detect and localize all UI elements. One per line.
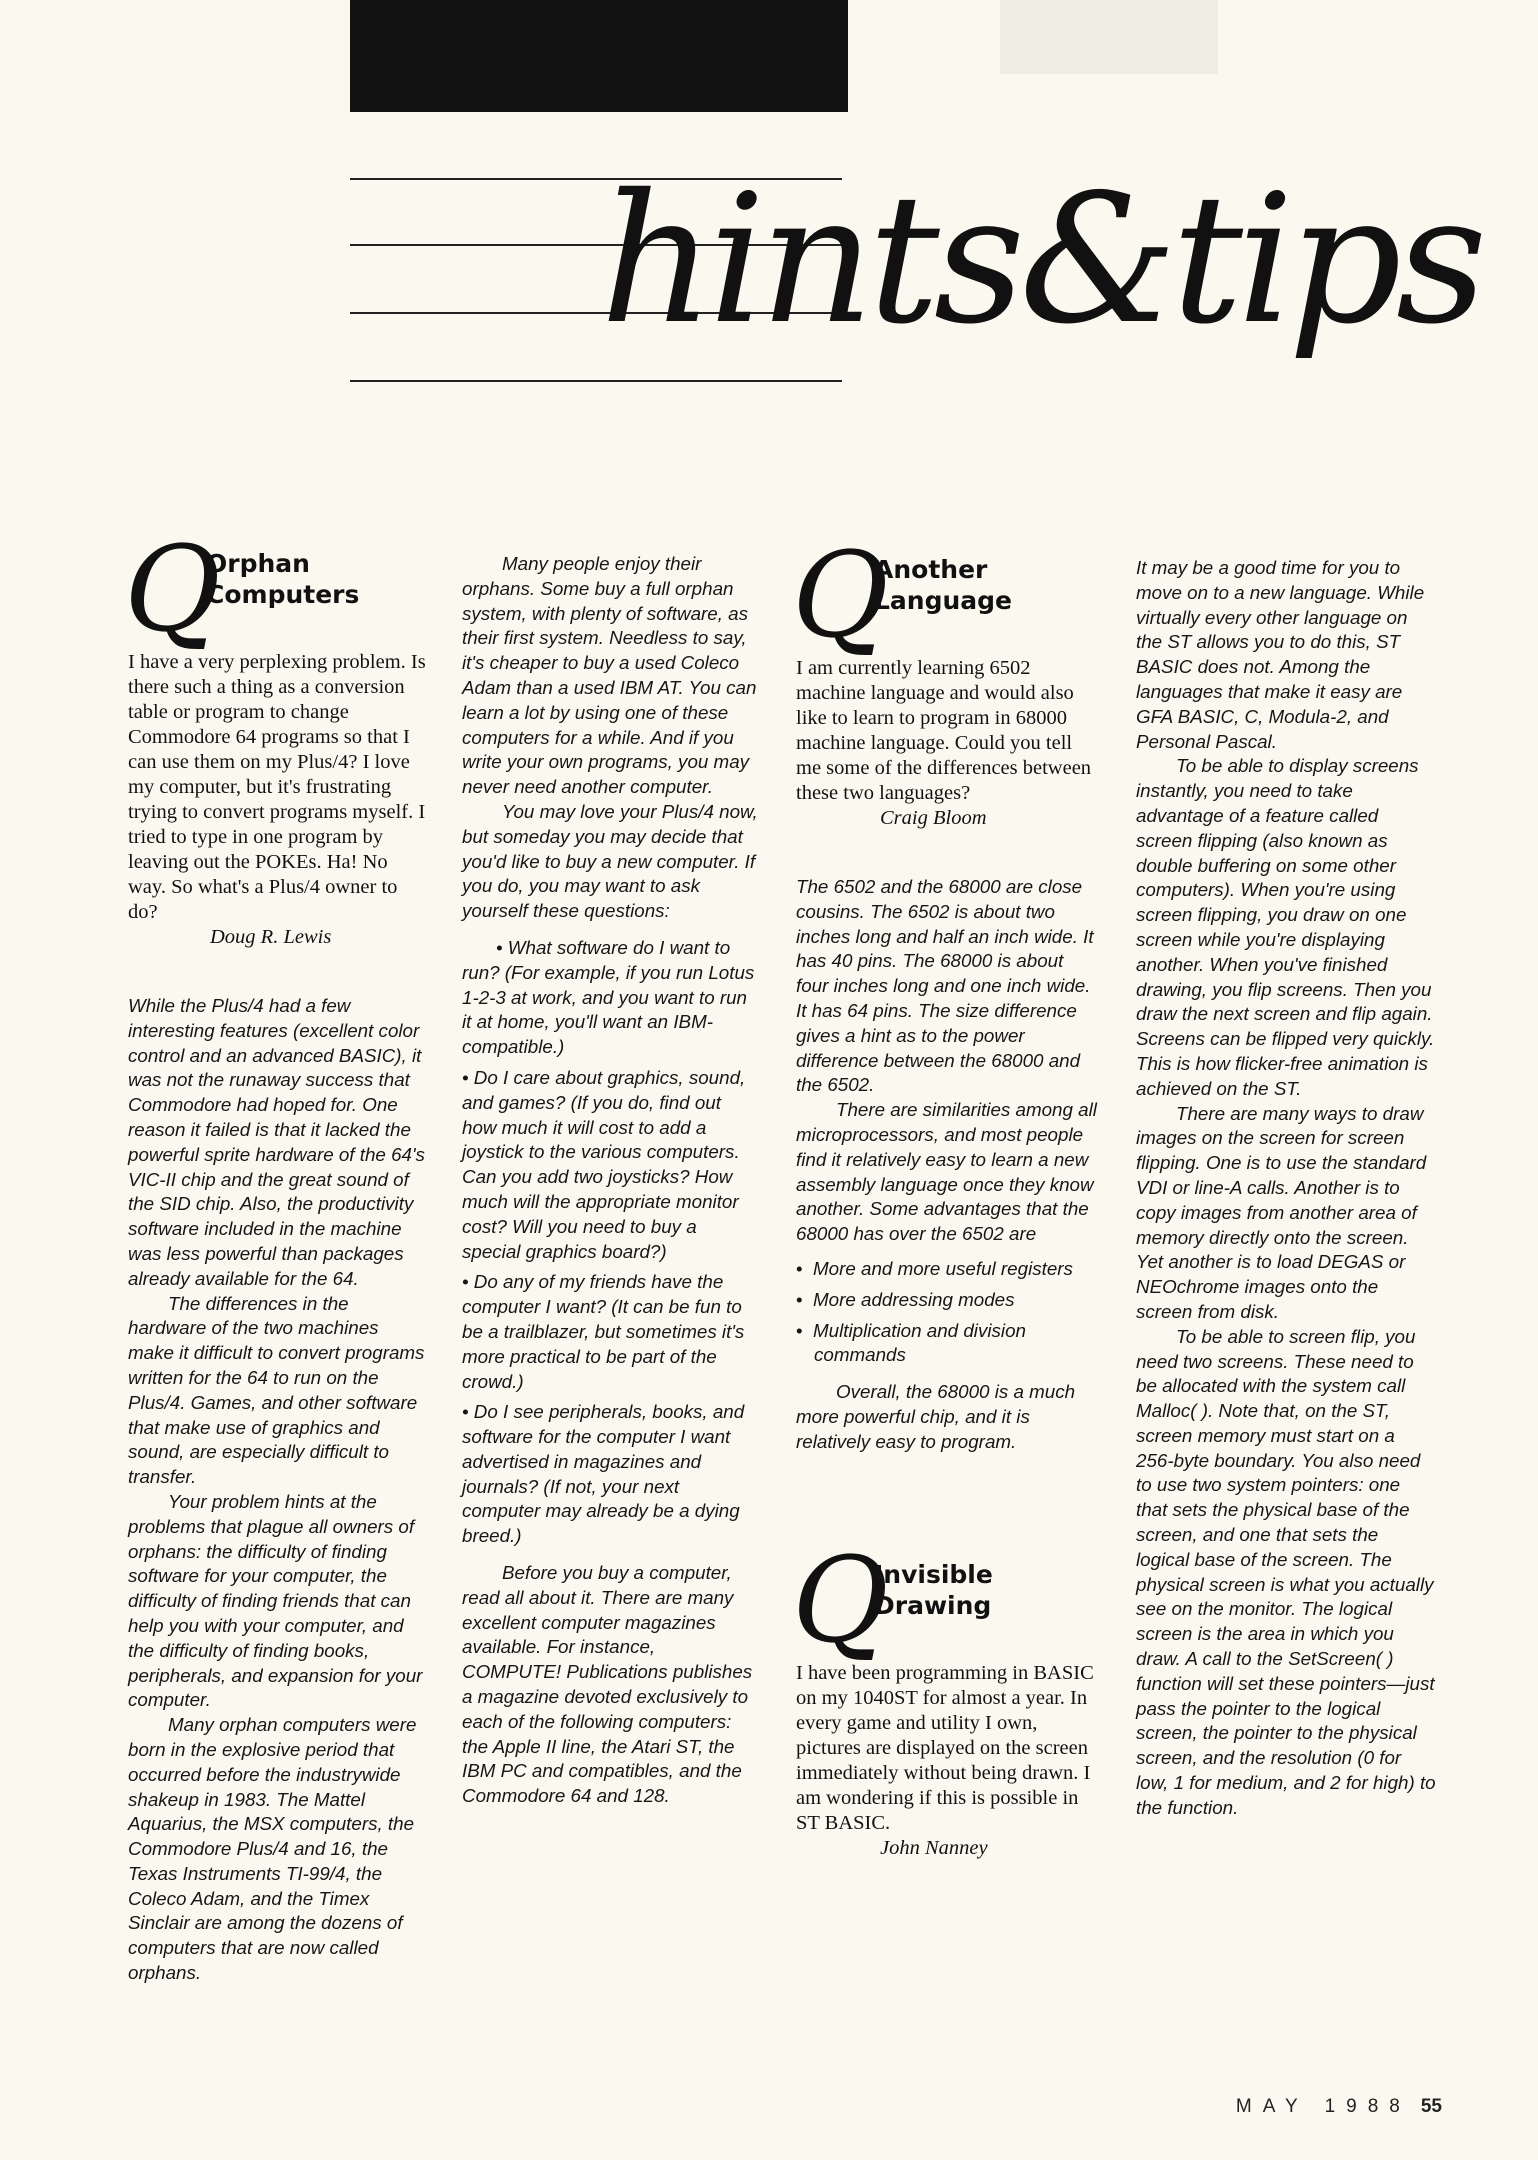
advantages-list [796,1257,1098,1368]
letter-title-line1: Another [874,555,988,584]
letter-title-line2: Drawing [874,1590,992,1620]
editor-answer-continued [462,552,758,1809]
list-item: • More addressing modes [796,1288,1015,1310]
answer-paragraph: The 6502 and the 68000 are close cousins. The 6502 is about two inches long and half an inch wide. It has 40 pins. The 68000 is about four inches long and one inch wide. It has 64 pins. The size difference gives a hint as to the power difference between the 68000 and the 6502. [796,876,1094,1096]
editor-answer [796,875,1098,1455]
question-bullet: • Do any of my friends have the computer I want? (It can be fun to be a trailblazer, but sometimes it's more practical to be part of the crowd.) [462,1271,745,1392]
editor-answer [128,994,428,1986]
answer-paragraph: Many orphan computers were born in the explosive period that occurred before the industrywide shakeup in 1983. The Mattel Aquarius, the MSX computers, the Commodore Plus/4 and 16, the Texas Instruments TI-99/4, the Coleco Adam, and the Timex Sinclair are among the dozens of computers that are now called orphans. [128,1714,417,1984]
answer-paragraph: To be able to display screens instantly, you need to take advantage of a feature called screen flipping (also known as double buffering on some other computers). When you're using screen flipping, you draw on one screen while you're displaying another. When you've finished drawing, you flip screens. Then you draw the next screen and flip again. Screens can be flipped very quickly. This is how flicker-free animation is achieved on the ST. [1136,755,1435,1099]
q-initial: Q [792,526,889,664]
issue-date: MAY 1988 [1235,2096,1411,2117]
question-bullet: • Do I care about graphics, sound, and games? (If you do, find out how much it will cost to add a joystick to the various computers. Can you add two joysticks? How much will the appropriate monitor cost? Will you need to buy a special graphics board?) [462,1066,746,1262]
reader-name: John Nanney [880,1836,988,1859]
answer-paragraph: Before you buy a computer, read all about it. There are many excellent computer magazines available. For instance, COMPUTE! Publications publishes a magazine devoted exclusively to each of the following computers: the Apple II line, the Atari ST, the IBM PC and compatibles, and the Commodore 64 and 128. [462,1562,753,1807]
section-title: hints&tips [600,156,1482,363]
reader-name: Doug R. Lewis [210,926,332,948]
answer-paragraph: You may love your Plus/4 now, but someday you may decide that you'd like to buy a new computer. If you do, you may want to ask yourself these questions: [462,800,758,922]
letter-heading-drawing [792,1530,1098,1669]
page-number: 55 [1420,2096,1442,2117]
column-3 [792,526,1098,1861]
question-bullet: • What software do I want to run? (For example, if you run Lotus 1-2-3 at work, and you want to run it at home, you'll want an IBM-compatible.) [462,936,755,1058]
reader-name: Craig Bloom [880,807,987,829]
answer-paragraph: Many people enjoy their orphans. Some buy a full orphan system, with plenty of software, as their first system. Needless to say, it's cheaper to buy a used Coleco Adam than a used IBM AT. You can learn a lot by using one of these computers for a while. And if you write your own programs, you may never need another computer. [462,553,757,798]
answer-paragraph: Your problem hints at the problems that plague all owners of orphans: the difficulty of finding software for your computer, the difficulty of finding friends that can help you with your computer, and the difficulty of finding books, peripherals, and expansion for your computer. [128,1490,423,1711]
letter-title-line1: Orphan [206,549,310,578]
reader-question: I have been programming in BASIC on my 1040ST for almost a year. In every game and utility I own, pictures are displayed on the screen immediately without being drawn. I am wondering if this is possible in ST BASIC. [796,1661,1094,1834]
letter-heading-language [792,526,1098,664]
bleed-through-strip [1000,0,1218,74]
list-item: • More and more useful registers [796,1257,1073,1279]
editor-answer [1136,556,1436,1821]
letter-title [206,548,436,610]
header-black-bar [350,0,848,112]
reader-question: I have a very perplexing problem. Is there such a thing as a conversion table or program to change Commodore 64 programs so that I can use them on my Plus/4? I love my computer, but it's frustrating trying to convert programs myself. I tried to type in one program by leaving out the POKEs. Ha! No way. So what's a Plus/4 owner to do? [128,651,426,923]
answer-paragraph: There are many ways to draw images on the screen for screen flipping. One is to use the standard VDI or line-A calls. Another is to copy images from another area of memory directly onto the screen. Yet another is to load DEGAS or NEOchrome images onto the screen from disk. [1136,1102,1427,1322]
question-bullet: • Do I see peripherals, books, and software for the computer I want advertised in magazines and journals? (If not, your next computer may already be a dying breed.) [462,1401,745,1547]
answer-paragraph: Overall, the 68000 is a much more powerful chip, and it is relatively easy to program. [796,1381,1076,1452]
column-4 [1136,556,1436,1821]
letter-title [874,1559,1104,1621]
answer-paragraph: The differences in the hardware of the two machines make it difficult to convert programs written for the 64 to run on the Plus/4. Games, and other software that make use of graphics and sound, are especially difficult to transfer. [128,1292,425,1488]
list-item: • Multiplication and division commands [796,1319,1026,1366]
reader-question: I am currently learning 6502 machine language and would also like to learn to program in 68000 machine language. Could you tell me some of the differences between these two languages? [796,657,1092,804]
column-2 [462,552,758,1809]
column-1 [124,520,428,1986]
answer-paragraph: While the Plus/4 had a few interesting features (excellent color control and an advanced BASIC), it was not the runaway success that Commodore had hoped for. One reason it failed is that it lacked the powerful sprite hardware of the 64's VIC-II chip and the great sound of the SID chip. Also, the productivity software included in the machine was less powerful than packages already available for the 64. [128,995,425,1289]
answer-paragraph: There are similarities among all microprocessors, and most people find it relatively easy to learn a new assembly language once they know another. Some advantages that the 68000 has over the 6502 are [796,1099,1097,1245]
page-footer [1236,2096,1442,2118]
answer-paragraph: It may be a good time for you to move on to a new language. While virtually every other language on the ST allows you to do this, ST BASIC does not. Among the languages that make it easy are GFA BASIC, C, Modula-2, and Personal Pascal. [1136,557,1425,752]
q-initial: Q [792,1530,889,1669]
letter-title-line2: Computers [206,580,360,609]
answer-paragraph: To be able to screen flip, you need two screens. These need to be allocated with the system call Malloc( ). Note that, on the ST, screen memory must start on a 256-byte boundary. You also need to use two system pointers: one that sets the physical base of the screen, and one that sets the logical base of the screen. The physical screen is what you actually see on the monitor. The logical screen is the area in which you draw. A call to the SetScreen( ) function will set these pointers—just pass the pointer to the logical screen, the pointer to the physical screen, and the resolution (0 for low, 1 for medium, and 2 for high) to the function. [1136,1325,1436,1818]
letter-title [874,554,1104,616]
q-initial: Q [124,520,221,658]
letter-heading-orphan [124,520,428,658]
letter-title-line1: Invisible [874,1559,993,1589]
letter-title-line2: Language [874,586,1013,615]
